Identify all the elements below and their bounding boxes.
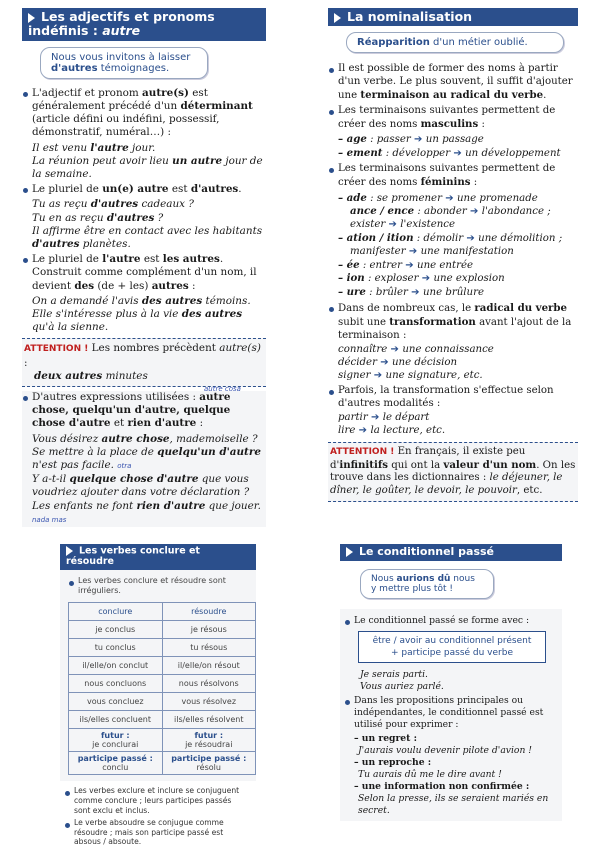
usage-regret: – un regret : <box>354 732 417 744</box>
example: La réunion peut avoir lieu un autre jour de la semaine. <box>32 154 263 180</box>
rule-1: Le conditionnel passé se forme avec : <box>344 615 556 627</box>
arrow-icon <box>346 547 353 557</box>
example: – ion : exploser ➔ une explosion <box>338 272 505 285</box>
example: connaître ➔ une connaissance <box>338 344 494 356</box>
example: Tu en as reçu d'autres ? <box>32 211 164 224</box>
rule-3: Le pluriel de l'autre est les autres. Construit comme complément d'un nom, il devient des (de + les) autres : <box>22 253 266 293</box>
speech-bubble: Nous vous invitons à laisser d'autres témoignages. <box>40 47 208 79</box>
example: lire ➔ la lecture, etc. <box>338 425 446 437</box>
example: Je serais parti. <box>360 668 428 680</box>
rule-4: Dans de nombreux cas, le radical du verbe subit une transformation avant l'ajout de la terminaison : <box>328 302 578 342</box>
example: Vous désirez autre chose, mademoiselle ? <box>32 432 258 445</box>
example: exister ➔ l'existence <box>350 219 456 231</box>
example: manifester ➔ une manifestation <box>350 245 514 257</box>
example: – ade : se promener ➔ une promenade <box>338 191 538 204</box>
example: signer ➔ une signature, etc. <box>338 369 483 381</box>
note-1: Les verbes exclure et inclure se conjuguent comme conclure ; leurs participes passés sont exclu et inclus. <box>64 786 250 815</box>
rule-3: Les terminaisons suivantes permettent de créer des noms féminins : <box>328 163 578 190</box>
attention-note: ATTENTION ! En français, il existe peu d'infinitifs qui ont la valeur d'un nom. On les trouve dans les dictionnaires : le déjeuner, le dîner, le goûter, le devoir, le pouvoir, etc. <box>328 442 578 502</box>
example: Tu aurais dû me le dire avant ! <box>358 768 502 780</box>
rule-1: L'adjectif et pronom autre(s) est généralement précédé d'un déterminant (article défini ou indéfini, possessif, démonstratif, numéral…) : <box>22 87 266 140</box>
usage-information: – une information non confirmée : <box>354 780 530 792</box>
formula-box: être / avoir au conditionnel présent + participe passé du verbe <box>358 631 546 663</box>
example: ance / ence : abonder ➔ l'abondance ; <box>350 205 551 218</box>
example: Elle s'intéresse plus à la vie des autres qu'à la sienne. <box>32 308 243 334</box>
intro: Les verbes conclure et résoudre sont irréguliers. <box>68 576 250 596</box>
example: J'aurais voulu devenir pilote d'avion ! <box>358 744 532 756</box>
table-row: je conclus je résous <box>69 621 256 639</box>
usage-reproche: – un reproche : <box>354 756 432 768</box>
example: – ation / ition : démolir ➔ une démolition ; <box>338 231 563 244</box>
arrow-icon <box>334 13 341 23</box>
rule-2: Le pluriel de un(e) autre est d'autres. <box>22 183 266 196</box>
panel-conclure-resoudre <box>60 544 256 847</box>
handwritten-note: otra <box>117 462 132 471</box>
panel-title: Les adjectifs et pronoms indéfinis : autre <box>22 8 266 41</box>
example: On a demandé l'avis des autres témoins. <box>32 294 251 307</box>
panel-conditionnel-passe <box>340 544 562 834</box>
panel-body <box>340 609 562 821</box>
expressions-block <box>22 385 266 527</box>
table-row: vous concluez vous résolvez <box>69 693 256 711</box>
speech-bubble: Réapparition d'un métier oublié. <box>346 32 564 53</box>
arrow-icon <box>28 13 35 23</box>
panel-body <box>328 63 578 502</box>
panel-indefinis <box>22 8 266 528</box>
speech-bubble: Nous aurions dû nous y mettre plus tôt ! <box>360 569 494 599</box>
conjugation-table <box>68 602 256 775</box>
handwritten-note: nada mas <box>32 515 67 524</box>
panel-title: Le conditionnel passé <box>340 544 562 561</box>
rule-2: Dans les propositions principales ou indépendantes, le conditionnel passé est utilisé pour exprimer : <box>344 695 556 731</box>
rule-1: Il est possible de former des noms à partir d'un verbe. Le plus souvent, il suffit d'ajouter une terminaison au radical du verbe. <box>328 63 578 102</box>
panel-body <box>22 87 266 527</box>
note-2: Le verbe absoudre se conjugue comme résoudre ; mais son participe passé est absous / absoute. <box>64 818 250 847</box>
example: Vous auriez parlé. <box>360 680 444 692</box>
panel-nominalisation <box>328 8 578 528</box>
example: Tu as reçu d'autres cadeaux ? <box>32 198 194 211</box>
table-row: participe passé : conclu participe passé : résolu <box>69 752 256 775</box>
example: – age : passer ➔ un passage <box>338 133 484 146</box>
arrow-icon <box>66 546 73 556</box>
example: partir ➔ le départ <box>338 412 430 424</box>
table-row: ils/elles concluent ils/elles résolvent <box>69 711 256 729</box>
example: Y a-t-il quelque chose d'autre que vous voudriez ajouter dans votre déclaration ? <box>32 473 250 499</box>
example: décider ➔ une décision <box>338 357 458 369</box>
table-row: tu conclus tu résous <box>69 639 256 657</box>
table-row: nous concluons nous résolvons <box>69 675 256 693</box>
example: Il affirme être en contact avec les habitants d'autres planètes. <box>32 224 263 250</box>
example: Se mettre à la place de quelqu'un d'autre n'est pas facile. otra <box>32 445 261 472</box>
rule-4: D'autres expressions utilisées : autre chose, quelqu'un d'autre, quelque chose d'autre et rien d'autre : <box>22 391 266 431</box>
panel-title: La nominalisation <box>328 8 578 26</box>
table-row: il/elle/on conclut il/elle/on résout <box>69 657 256 675</box>
example: Il est venu l'autre jour. <box>32 141 156 154</box>
example: Les enfants ne font rien d'autre que jouer. nada mas <box>32 499 261 524</box>
example: – ement : développer ➔ un développement <box>338 147 561 160</box>
handwritten-note: autre cosa <box>204 385 241 394</box>
example: Selon la presse, ils se seraient mariés en secret. <box>358 792 549 816</box>
table-header: conclure résoudre <box>69 603 256 621</box>
table-row: futur : je conclurai futur : je résoudrai <box>69 729 256 752</box>
example: – ure : brûler ➔ une brûlure <box>338 286 485 299</box>
rule-5: Parfois, la transformation s'effectue selon d'autres modalités : <box>328 385 578 411</box>
rule-2: Les terminaisons suivantes permettent de créer des noms masculins : <box>328 105 578 132</box>
panel-title: Les verbes conclure et résoudre <box>60 544 256 570</box>
attention-note: ATTENTION ! Les nombres précèdent autre(s) : deux autres minutes <box>22 338 266 387</box>
example: – ée : entrer ➔ une entrée <box>338 258 474 271</box>
